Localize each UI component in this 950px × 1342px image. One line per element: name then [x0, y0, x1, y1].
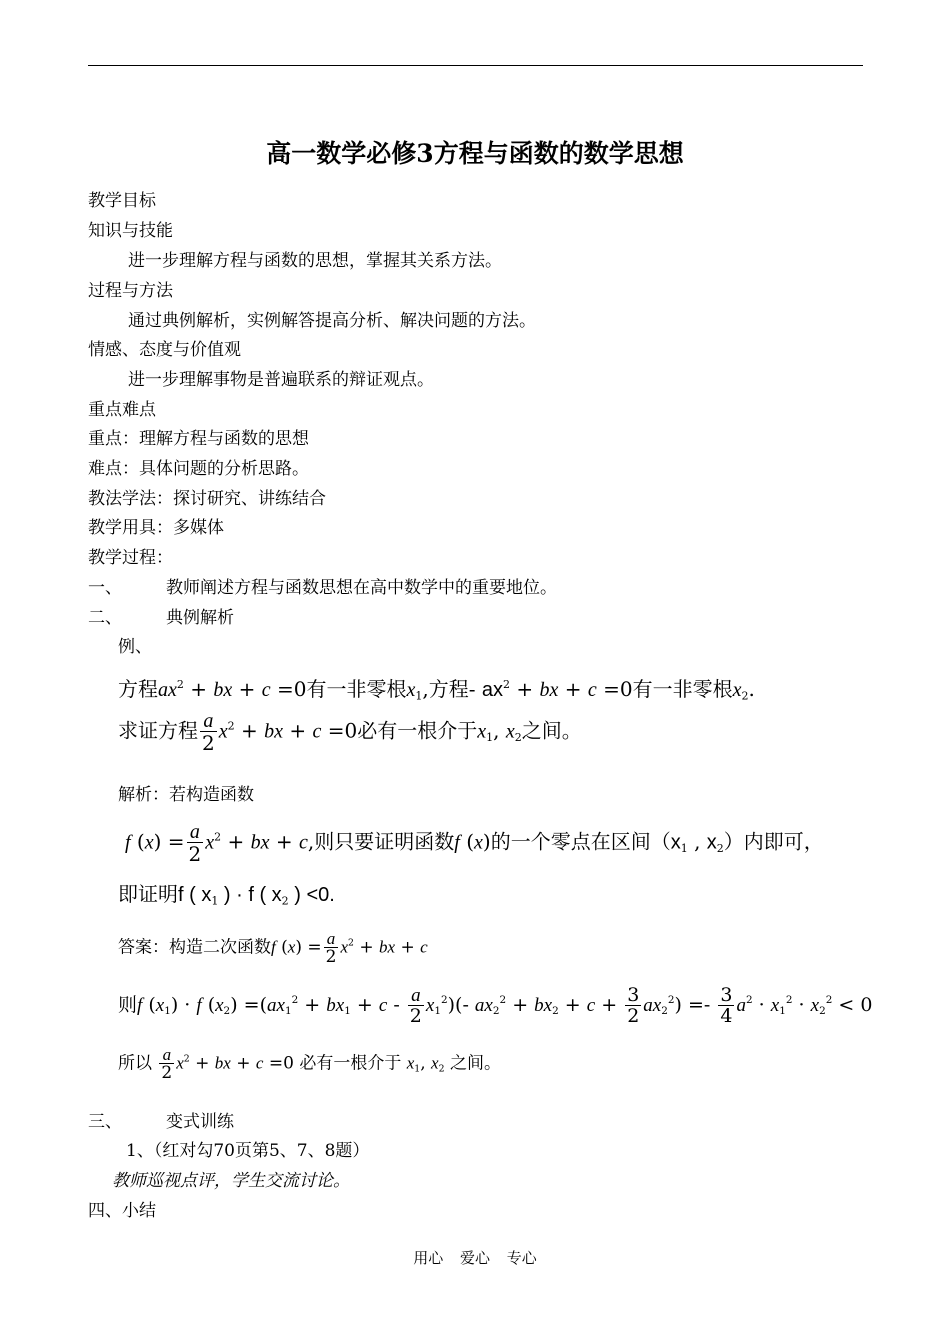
analysis-formula: f (x) = $\frac{a}{2}$ $x^2$ + bx + c,则只要证明函数f (x)的一个零点在区间（$x_1$ , $x_2$）内即可， [125, 821, 824, 866]
header-rule [88, 65, 863, 66]
knowledge-heading: 知识与技能 [88, 221, 173, 241]
example-label: 例、 [118, 637, 152, 657]
step-3-number: 三、 [88, 1112, 122, 1132]
exercise-note: 教师巡视点评，学生交流讨论。 [112, 1171, 350, 1191]
analysis-label: 解析：若构造函数 [118, 785, 254, 805]
emotion-heading: 情感、态度与价值观 [88, 340, 241, 360]
answer-line: 答案：构造二次函数f (x) = $\frac{a}{2}$ $x^2$ + bx + c [118, 929, 428, 967]
exercise-line: 1、（红对勾70页第5、7、8题） [126, 1141, 370, 1161]
answer-conclusion: 所以 $\frac{a}{2}$ $x^2$ + bx + c =0 必有一根介于 $x_1$, $x_2$ 之间。 [118, 1045, 501, 1083]
analysis-proof: 即证明f ( $x_1$ ) · f ( $x_2$ ) <0. [118, 882, 335, 908]
process-text: 通过典例解析，实例解答提高分析、解决问题的方法。 [128, 311, 536, 331]
process-heading: 过程与方法 [88, 281, 173, 301]
emotion-text: 进一步理解事物是普遍联系的辩证观点。 [128, 370, 434, 390]
difficulty: 难点：具体问题的分析思路。 [88, 459, 309, 479]
page-footer: 用心 爱心 专心 [413, 1249, 537, 1267]
step-2-text: 典例解析 [166, 608, 234, 628]
key-point: 重点：理解方程与函数的思想 [88, 429, 309, 449]
summary-heading: 四、小结 [88, 1201, 156, 1221]
method: 教法学法：探讨研究、讲练结合 [88, 489, 326, 509]
page-title: 高一数学必修3方程与函数的数学思想 [266, 139, 684, 168]
problem-line-1: 方程$ax^2$ + bx + c =0有一非零根$x_1$,方程- $ax^2$ + bx + c =0有一非零根$x_2$. [118, 677, 755, 703]
step-1-number: 一、 [88, 578, 122, 598]
key-heading: 重点难点 [88, 400, 156, 420]
problem-line-2: 求证方程 $\frac{a}{2}$ $x^2$ + bx + c =0必有一根介于$x_1$, $x_2$之间。 [118, 710, 582, 755]
step-1-text: 教师阐述方程与函数思想在高中数学中的重要地位。 [166, 578, 557, 598]
procedure: 教学过程： [88, 548, 173, 568]
knowledge-text: 进一步理解方程与函数的思想，掌握其关系方法。 [128, 251, 502, 271]
step-3-text: 变式训练 [166, 1112, 234, 1132]
answer-product: 则f $(x_1) \cdot f$ $(x_2) =(ax_1^2 + bx_1 + c$ - $\frac{a}{2}$ $x_1^2)(-$ $ax_2^2 + bx_2 + c$ + $\frac{3}{2}$ $ax_2^2$) =- $\frac{3}{4}$ $a^2 \cdot x_1^2 \cdot x_2^2 < 0$ [118, 984, 873, 1027]
step-2-number: 二、 [88, 608, 122, 628]
tools: 教学用具：多媒体 [88, 518, 224, 538]
goals-heading: 教学目标 [88, 191, 156, 211]
